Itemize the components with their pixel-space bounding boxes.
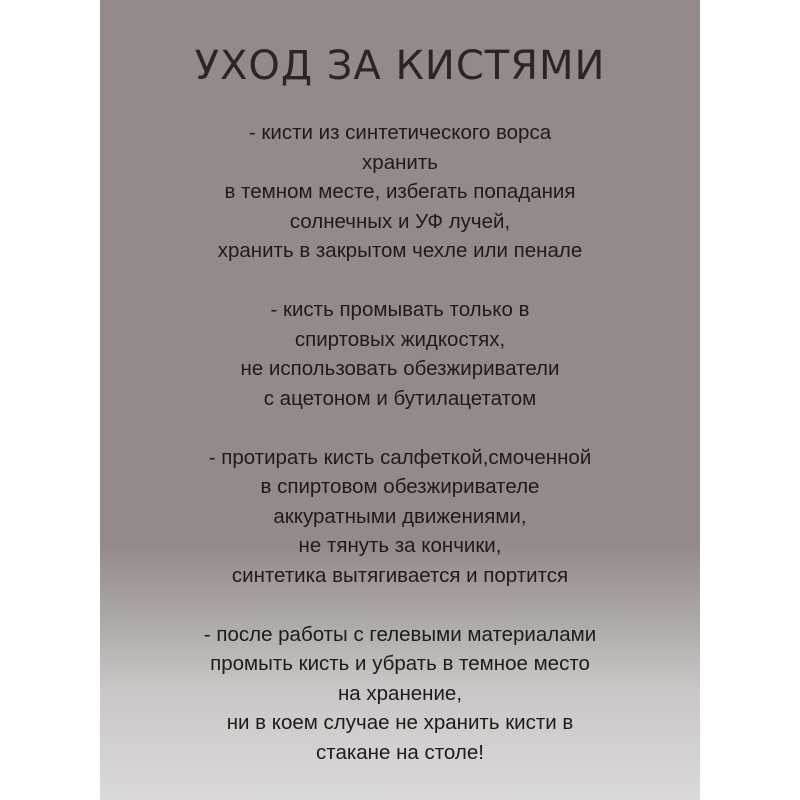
instruction-paragraph-washing xyxy=(100,295,700,413)
instructions-body xyxy=(100,118,700,767)
instruction-line: не использовать обезжириватели xyxy=(240,357,560,380)
instruction-paragraph-after-work xyxy=(100,620,700,768)
instruction-line: стакане на столе! xyxy=(316,740,484,764)
instruction-line: - кисти из синтетического ворса xyxy=(248,121,552,144)
instruction-line: синтетика вытягивается и портится xyxy=(231,563,569,587)
instruction-line: не тянуть за кончики, xyxy=(298,534,502,557)
instruction-line: хранить в закрытом чехле или пенале xyxy=(217,239,583,262)
instruction-line: на хранение, xyxy=(337,681,463,705)
instruction-line: - протирать кисть салфеткой,смоченной xyxy=(208,445,592,469)
instruction-line: хранить xyxy=(362,150,438,174)
instruction-line: с ацетоном и бутилацетатом xyxy=(263,386,537,410)
instruction-line: ни в коем случае не хранить кисти в xyxy=(226,711,574,734)
page-title: УХОД ЗА КИСТЯМИ xyxy=(194,43,606,89)
care-instructions-card xyxy=(100,0,700,800)
instruction-line: - кисть промывать только в xyxy=(270,298,530,321)
instruction-line: промыть кисть и убрать в темное место xyxy=(210,652,590,675)
instruction-line: в темном месте, избегать попадания xyxy=(224,180,576,203)
instruction-paragraph-storage xyxy=(100,118,700,266)
instruction-line: аккуратными движениями, xyxy=(273,504,527,528)
instruction-line: спиртовых жидкостях, xyxy=(294,327,506,351)
instruction-line: - после работы с гелевыми материалами xyxy=(203,622,597,646)
instruction-line: солнечных и УФ лучей, xyxy=(289,209,511,233)
instruction-paragraph-wiping xyxy=(100,443,700,591)
instruction-line: в спиртовом обезжиривателе xyxy=(260,475,540,498)
